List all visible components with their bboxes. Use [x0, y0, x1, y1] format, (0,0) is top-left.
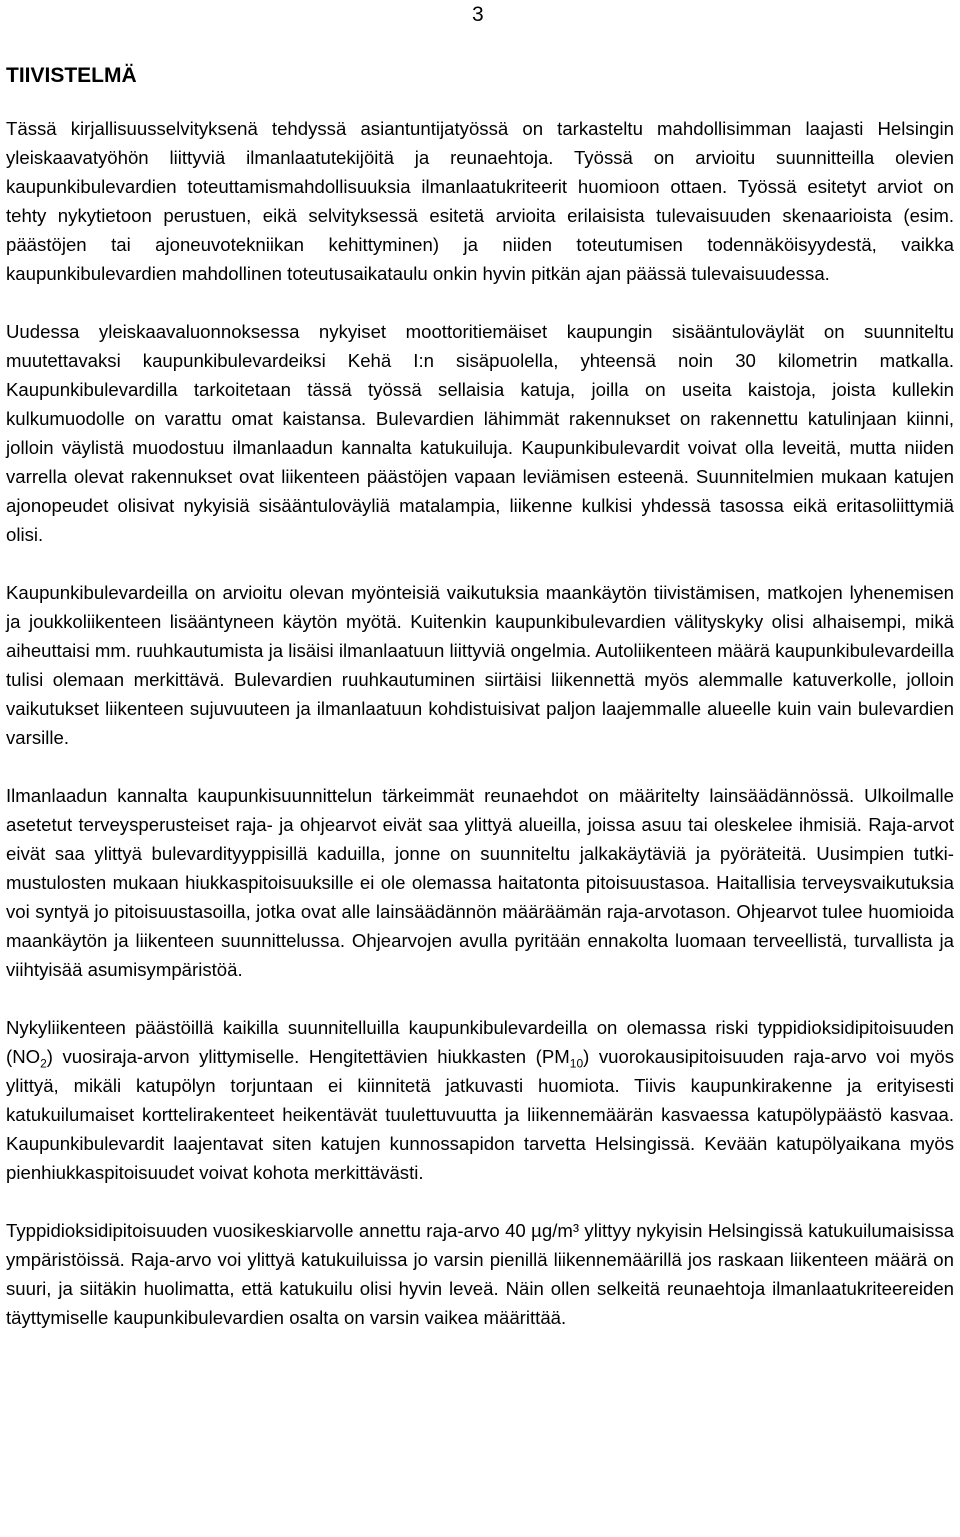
paragraph-6 — [6, 1216, 954, 1332]
body-text — [6, 114, 954, 1332]
page-title: TIIVISTELMÄ — [6, 64, 137, 87]
paragraph-text: Uudessa yleiskaavaluonnoksessa nykyiset moottoritiemäiset kaupungin sisääntuloväylät on suunniteltu muutettavaksi kaupunkibulevardeiksi Kehä I:n sisäpuolella, yhteensä noin 30 kilometrin matkalla. Kaupunkibulevardilla tarkoitetaan tässä työssä sellaisia katuja, joilla on useita kaistoja, joista kullekin kulkumuodolle on varattu omat kaistansa. Bulevardien lähimmät rakennukset on rakennettu katulinjaan kiinni, jolloin väylistä muodostuu ilmanlaadun kannalta katukuiluja. Kaupunkibulevardit voivat olla leveitä, mutta niiden varrella olevat rakennukset ovat liikenteen päästöjen vapaan leviämisen esteenä. Suunnitelmien mukaan katujen ajonopeudet olisivat nykyisiä sisääntuloväyliä matalampia, liikenne kulkisi yhdessä tasossa eikä eritasoliittymiä olisi. — [6, 321, 954, 545]
paragraph-text: ) vuorokausipitoisuuden raja-arvo voi myös ylittyä, mikäli katupölyn torjuntaan ei kiinnitetä jatkuvasti huomiota. Tiivis kaupunkirakenne ja erityisesti katukuilumaiset korttelirakenteet heikentävät tuulettuvuutta ja liikennemäärän kasvaessa katupölypäästö kasvaa. Kaupunkibulevardit laajentavat siten katujen kunnossapidon tarvetta Helsingissä. Kevään katupölyaikana myös pienhiukkaspitoisuudet voivat kohota merkittävästi. — [6, 1046, 954, 1183]
paragraph-3 — [6, 578, 954, 752]
paragraph-5 — [6, 1013, 954, 1187]
paragraph-text: Ilmanlaadun kannalta kaupunkisuunnittelun tärkeimmät reunaehdot on määritelty lainsäädännössä. Ulkoilmalle asetetut terveysperusteiset raja- ja ohjearvot eivät saa ylittyä alueilla, joissa asuu tai oleskelee ihmisiä. Raja-arvot eivät saa ylittyä bulevardityyppisillä kaduilla, jonne on suunniteltu jalkakäytäviä ja pyöräteitä. Uusimpien tutkimustulosten mukaan hiukkaspitoisuuksille ei ole olemassa haitatonta pitoisuustasoa. Haitallisia terveysvaikutuksia voi syntyä jo pitoisuustasoilla, jotka ovat alle lainsäädännön määräämän raja-arvotason. Ohjearvot tulee huomioida maankäytön ja liikenteen suunnittelussa. Ohjearvojen avulla pyritään ennakolta luomaan terveellistä, turvallista ja viihtyisää asumisympäristöä. — [6, 785, 954, 980]
paragraph-2 — [6, 317, 954, 549]
page-number: 3 — [472, 3, 484, 26]
paragraph-text: Tässä kirjallisuusselvityksenä tehdyssä asiantuntijatyössä on tarkasteltu mahdollisimman laajasti Helsingin yleiskaavatyöhön liittyviä ilmanlaatutekijöitä ja reunaehtoja. Työssä on arvioitu suunnitteilla olevien kaupunkibulevardien toteuttamismahdollisuuksia ilmanlaatukriteerit huomioon ottaen. Työssä esitetyt arviot on tehty nykytietoon perustuen, eikä selvityksessä esitetä arvioita erilaisista tulevaisuuden skenaarioista (esim. päästöjen tai ajoneuvotekniikan kehittyminen) ja niiden toteutumisen todennäköisyydestä, vaikka kaupunkibulevardien mahdollinen toteutusaikataulu onkin hyvin pitkän ajan päässä tulevaisuudessa. — [6, 118, 954, 284]
paragraph-text: Typpidioksidipitoisuuden vuosikeskiarvolle annettu raja-arvo 40 µg/m³ ylittyy nykyisin Helsingissä katukuilumaisissa ympäristöissä. Raja-arvo voi ylittyä katukuiluissa jo varsin pienillä liikennemäärillä jos raskaan liikenteen määrä on suuri, ja siitäkin huolimatta, että katukuilu olisi hyvin leveä. Näin ollen selkeitä reunaehtoja ilmanlaatukriteereiden täyttymiselle kaupunkibulevardien osalta on varsin vaikea määrittää. — [6, 1220, 954, 1328]
paragraph-text: ) vuosiraja-arvon ylittymiselle. Hengitettävien hiukkasten (PM — [46, 1046, 570, 1067]
subscript-no2: 2 — [40, 1056, 47, 1071]
paragraph-text: Nykyliikenteen päästöillä kaikilla suunnitelluilla kaupunkibulevardeilla on olemassa riski typpidioksidipitoisuuden (NO — [6, 1017, 954, 1067]
paragraph-1 — [6, 114, 954, 288]
paragraph-4 — [6, 781, 954, 984]
paragraph-text: Kaupunkibulevardeilla on arvioitu olevan myönteisiä vaikutuksia maankäytön tiivistämisen, matkojen lyhenemisen ja joukkoliikenteen lisääntyneen käytön myötä. Kuitenkin kaupunkibulevardien välityskyky olisi alhaisempi, mikä aiheuttaisi mm. ruuhkautumista ja lisäisi ilmanlaatuun liittyviä ongelmia. Autoliikenteen määrä kaupunkibulevardeilla tulisi olemaan merkittävä. Bulevardien ruuhkautuminen siirtäisi liikennettä myös alemmalle katuverkolle, jolloin vaikutukset liikenteen sujuvuuteen ja ilmanlaatuun kohdistuisivat paljon laajemmalle alueelle kuin vain bulevardien varsille. — [6, 582, 954, 748]
subscript-pm10: 10 — [569, 1056, 584, 1071]
